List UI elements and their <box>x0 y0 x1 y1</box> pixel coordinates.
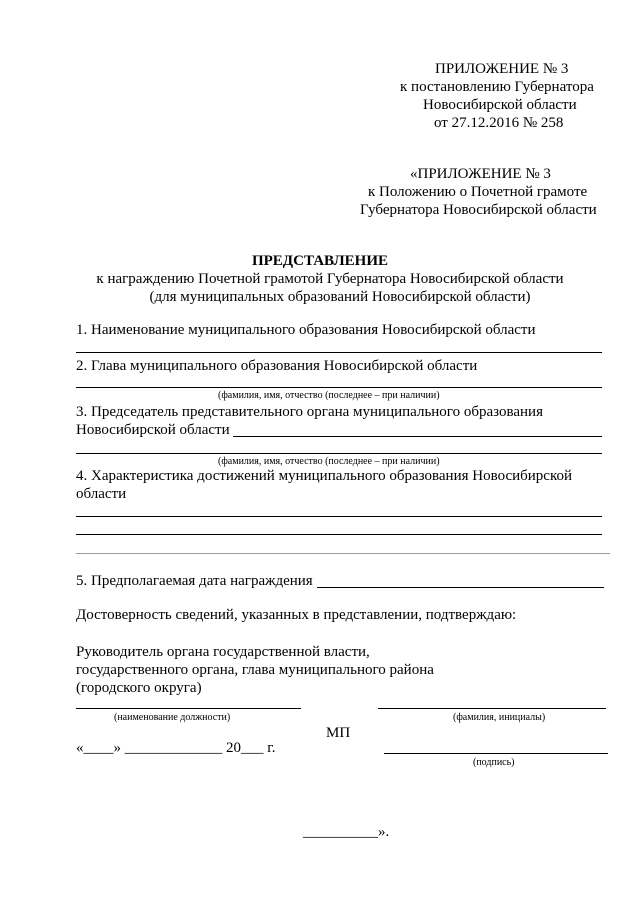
page-subtitle: к награждению Почетной грамотой Губернатора Новосибирской области <box>96 271 564 287</box>
signer-title-line-1: Руководитель органа государственной власти, <box>76 644 370 660</box>
signer-title-line-2: государственного органа, глава муниципального района <box>76 662 434 678</box>
signature-fill-line <box>384 753 608 754</box>
initials-fill-line <box>378 708 606 709</box>
confirmation-text: Достоверность сведений, указанных в представлении, подтверждаю: <box>76 607 517 623</box>
item-4-label: 4. Характеристика достижений муниципального образования Новосибирской <box>76 468 573 484</box>
header-line-appendix: ПРИЛОЖЕНИЕ № 3 <box>435 61 569 77</box>
page-subtitle-municipal: (для муниципальных образований Новосибирской области) <box>149 289 531 305</box>
position-hint: (наименование должности) <box>114 712 231 723</box>
item-4-label-cont: области <box>76 486 127 502</box>
appendix-line-title: «ПРИЛОЖЕНИЕ № 3 <box>410 166 551 182</box>
item-4-fill-line-1 <box>76 516 602 517</box>
closing-mark: __________». <box>303 824 390 840</box>
item-3-label-region: Новосибирской области <box>76 422 230 438</box>
initials-hint: (фамилия, инициалы) <box>453 712 546 723</box>
item-3-label: 3. Председатель представительного органа муниципального образования <box>76 404 543 420</box>
item-3-fio-hint: (фамилия, имя, отчество (последнее – при наличии) <box>218 456 440 467</box>
item-3-fill-line-second <box>76 453 602 454</box>
item-5-fill-line <box>317 587 604 588</box>
item-2-fio-hint: (фамилия, имя, отчество (последнее – при наличии) <box>218 390 440 401</box>
stamp-place-label: МП <box>326 725 351 741</box>
header-line-region: Новосибирской области <box>423 97 577 113</box>
page-title: ПРЕДСТАВЛЕНИЕ <box>251 253 389 269</box>
signature-hint: (подпись) <box>473 757 515 768</box>
item-3-fill-line <box>233 436 602 437</box>
appendix-line-regulation: к Положению о Почетной грамоте <box>368 184 588 200</box>
item-1-label: 1. Наименование муниципального образования Новосибирской области <box>76 322 536 338</box>
signer-title-line-3: (городского округа) <box>76 680 202 696</box>
item-2-fill-line <box>76 387 602 388</box>
item-4-fill-line-2 <box>76 534 602 535</box>
item-4-fill-line-3 <box>76 553 610 554</box>
item-1-fill-line <box>76 352 602 353</box>
item-2-label: 2. Глава муниципального образования Новосибирской области <box>76 358 478 374</box>
appendix-line-governor: Губернатора Новосибирской области <box>360 202 597 218</box>
signature-date-field: «____» _____________ 20___ г. <box>76 740 276 756</box>
header-line-resolution: к постановлению Губернатора <box>400 79 594 95</box>
header-line-date: от 27.12.2016 № 258 <box>434 115 564 131</box>
item-5-label: 5. Предполагаемая дата награждения <box>76 573 313 589</box>
position-fill-line <box>76 708 301 709</box>
